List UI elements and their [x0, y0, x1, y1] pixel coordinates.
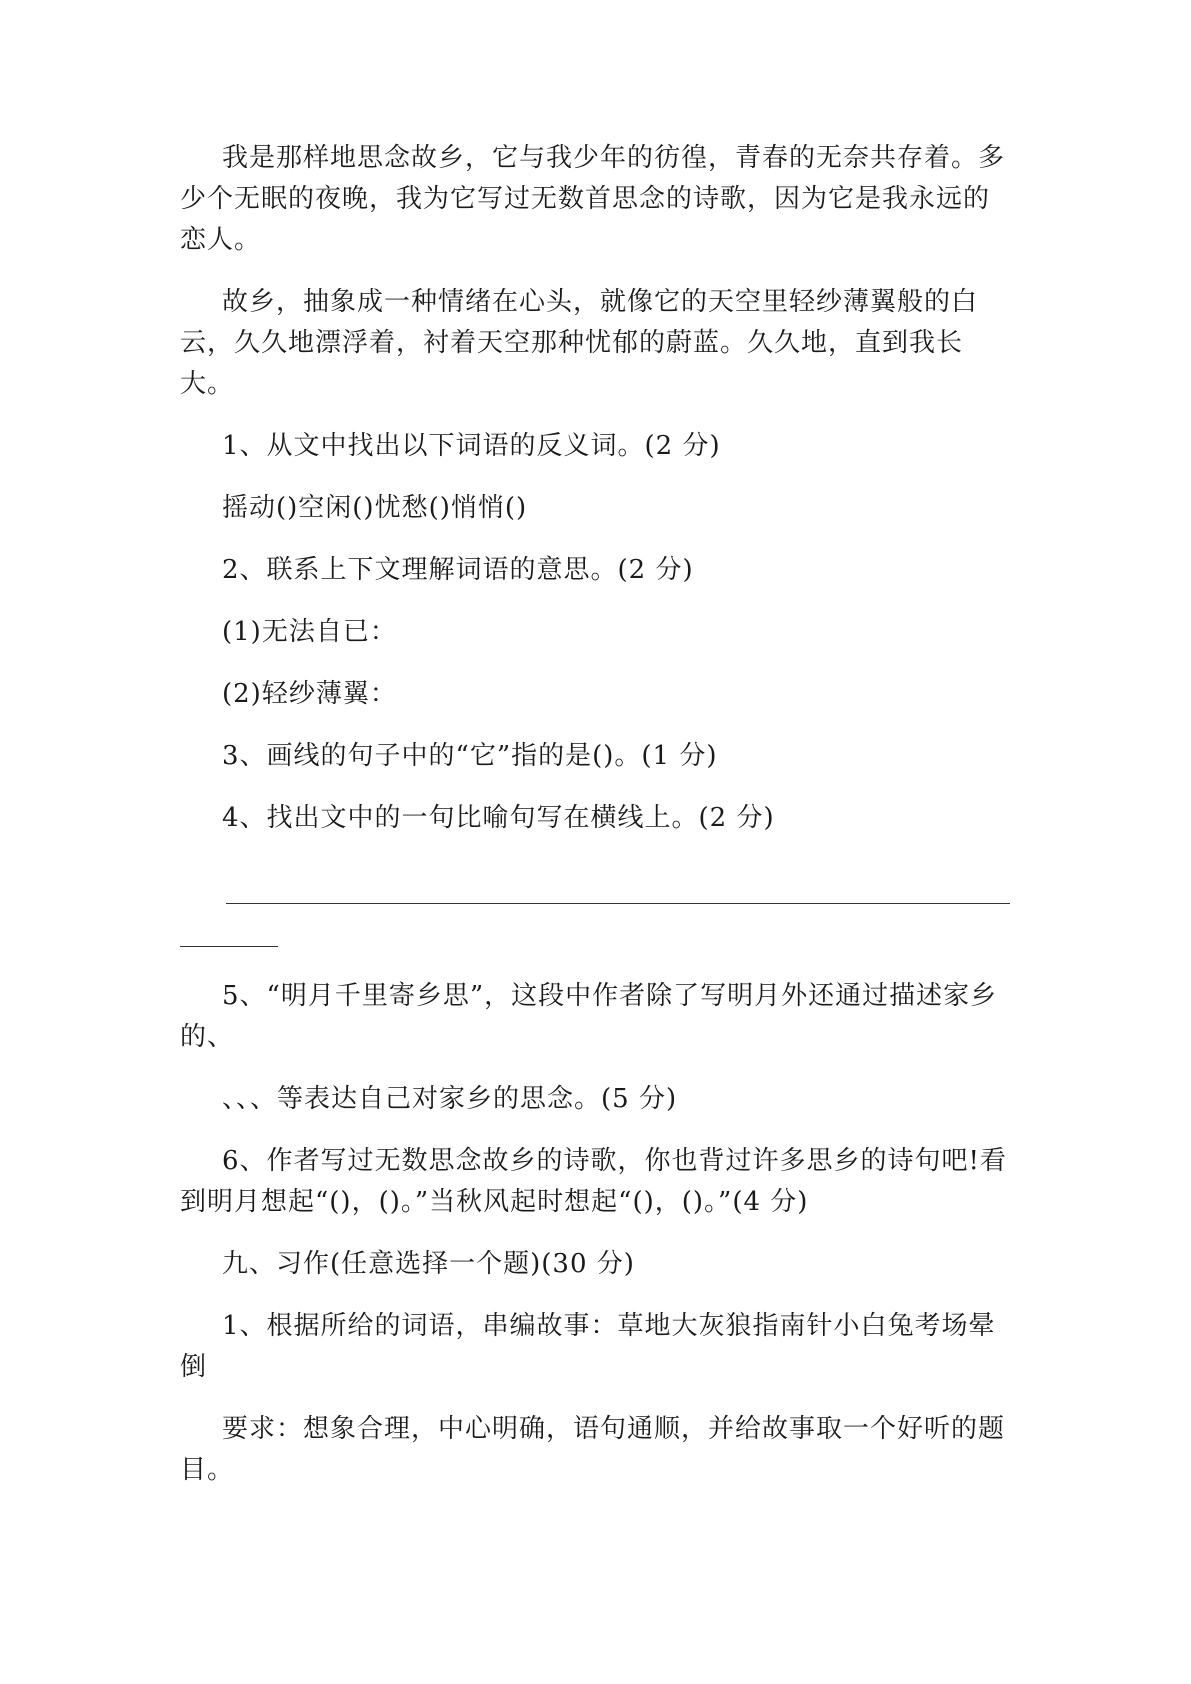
question-5: 5、“明月千里寄乡思”，这段中作者除了写明月外还通过描述家乡的、 [180, 981, 998, 1052]
question-2-sub-2: (2)轻纱薄翼： [222, 679, 397, 709]
passage-paragraph-2: 故乡，抽象成一种情绪在心头，就像它的天空里轻纱薄翼般的白云，久久地漂浮着，衬着天空那种忧郁的蔚蓝。久久地，直到我长大。 [180, 287, 979, 399]
question-6: 6、作者写过无数思念故乡的诗歌，你也背过许多思乡的诗句吧!看到明月想起“()，()。”当秋风起时想起“()，()。”(4 分) [180, 1146, 1007, 1217]
question-5-continued: 、、、等表达自己对家乡的思念。(5 分) [222, 1084, 678, 1114]
composition-requirement: 要求：想象合理，中心明确，语句通顺，并给故事取一个好听的题目。 [180, 1414, 1006, 1485]
answer-line-short [180, 946, 278, 947]
document-body [180, 138, 1010, 1512]
question-3: 3、画线的句子中的“它”指的是()。(1 分) [222, 741, 718, 771]
passage-paragraph-1: 我是那样地思念故乡，它与我少年的彷徨，青春的无奈共存着。多少个无眠的夜晚，我为它写过无数首思念的诗歌，因为它是我永远的恋人。 [180, 143, 1006, 255]
question-1-items: 摇动()空闲()忧愁()悄悄() [222, 493, 528, 523]
question-2: 2、联系上下文理解词语的意思。(2 分) [222, 555, 694, 585]
answer-line-long [226, 903, 1010, 904]
answer-lines [180, 860, 1010, 960]
composition-topic-1: 1、根据所给的词语，串编故事：草地大灰狼指南针小白兔考场晕倒 [180, 1311, 996, 1382]
composition-heading: 九、习作(任意选择一个题)(30 分) [222, 1249, 635, 1279]
question-2-sub-1: (1)无法自已： [222, 617, 397, 647]
question-1: 1、从文中找出以下词语的反义词。(2 分) [222, 431, 721, 461]
question-4: 4、找出文中的一句比喻句写在横线上。(2 分) [222, 803, 775, 833]
